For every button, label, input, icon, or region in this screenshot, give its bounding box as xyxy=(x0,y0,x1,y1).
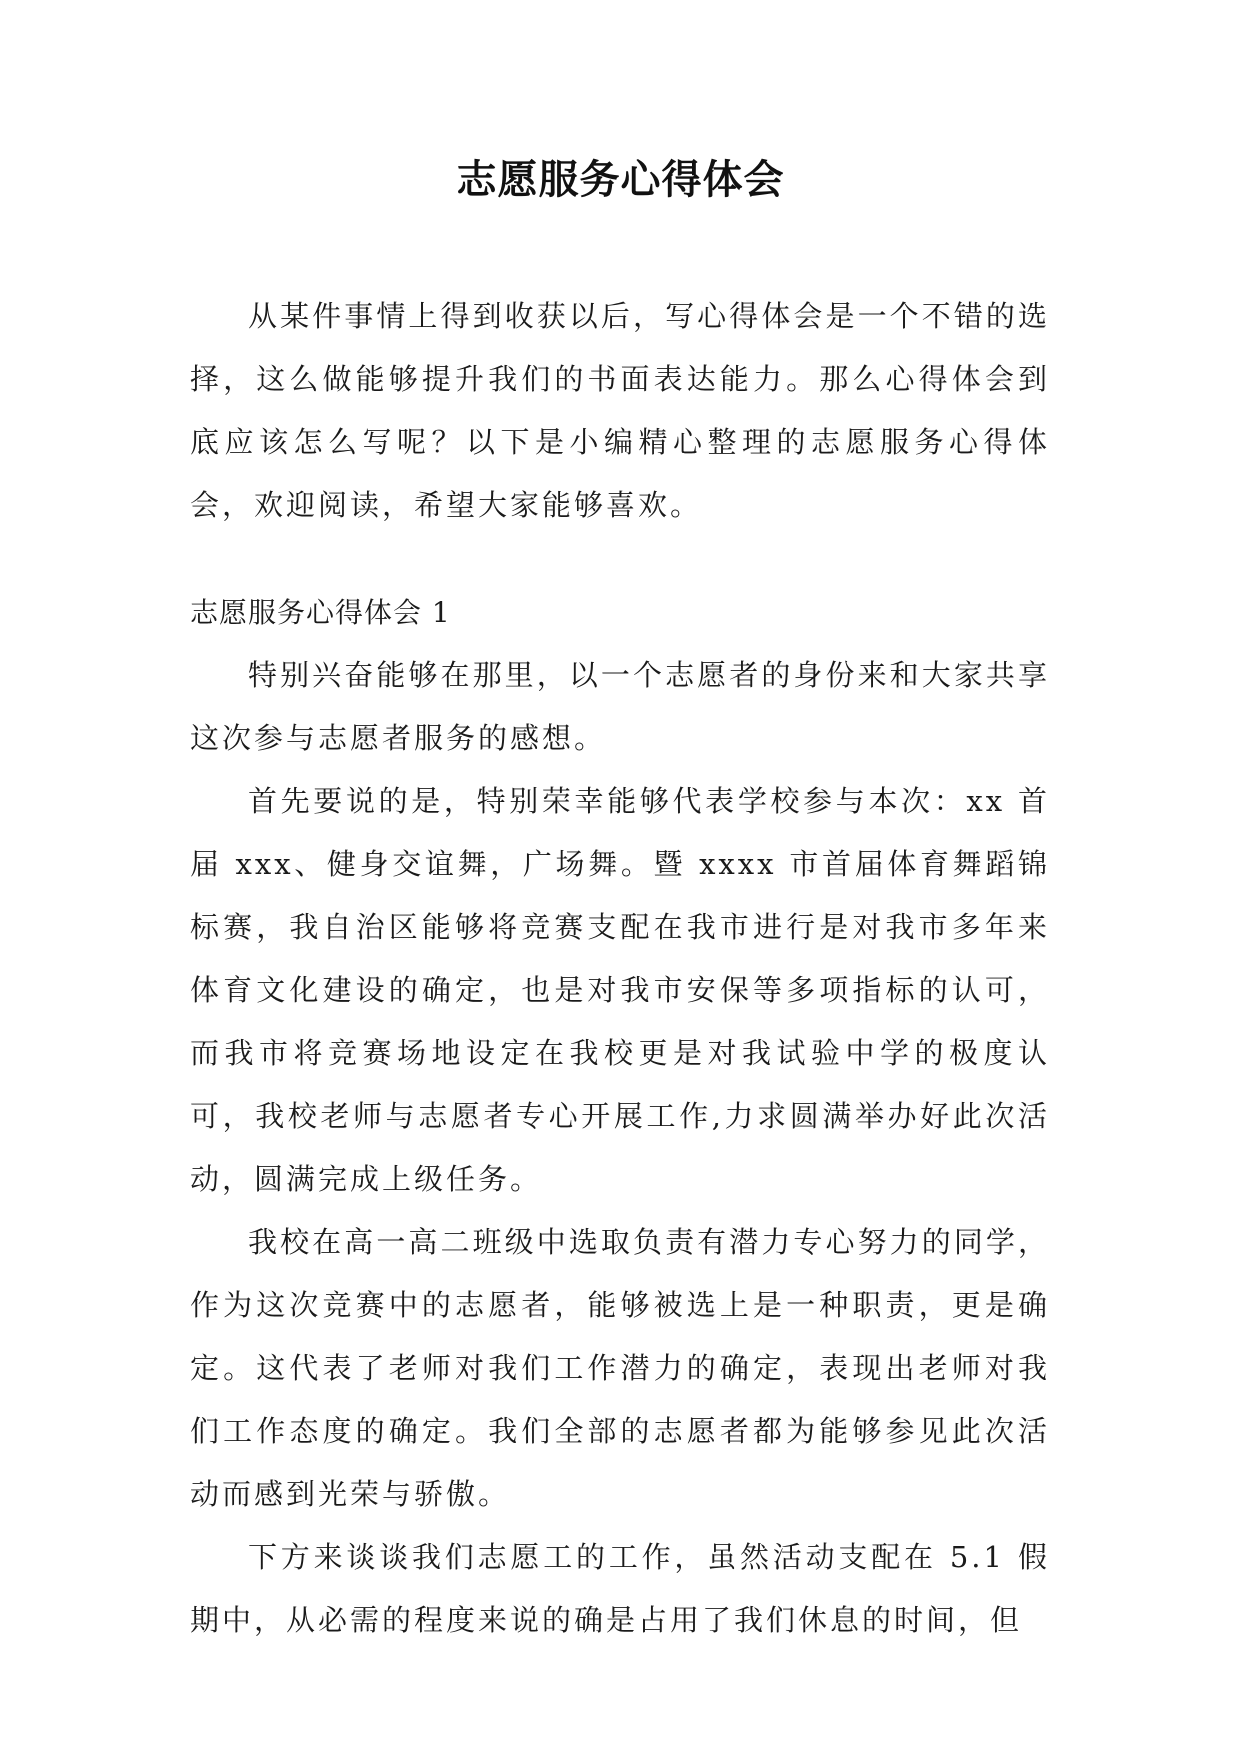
body-paragraph: 下方来谈谈我们志愿工的工作，虽然活动支配在 5.1 假期中，从必需的程度来说的确是占用了我们休息的时间，但 xyxy=(190,1540,1050,1637)
document-title: 志愿服务心得体会 xyxy=(456,157,785,203)
section-heading: 志愿服务心得体会 1 xyxy=(190,596,451,629)
document-body xyxy=(190,285,1050,1652)
body-paragraph: 我校在高一高二班级中选取负责有潜力专心努力的同学，作为这次竞赛中的志愿者，能够被选上是一种职责，更是确定。这代表了老师对我们工作潜力的确定，表现出老师对我们工作态度的确定。我们全部的志愿者都为能够参见此次活动而感到光荣与骄傲。 xyxy=(190,1225,1050,1511)
body-paragraph: 首先要说的是，特别荣幸能够代表学校参与本次：xx 首届 xxx、健身交谊舞，广场舞。暨 xxxx 市首届体育舞蹈锦标赛，我自治区能够将竞赛支配在我市进行是对我市多年来体育文化建设的确定，也是对我市安保等多项指标的认可，而我市将竞赛场地设定在我校更是对我试验中学的极度认可，我校老师与志愿者专心开展工作,力求圆满举办好此次活动，圆满完成上级任务。 xyxy=(190,784,1050,1196)
body-paragraph: 特别兴奋能够在那里，以一个志愿者的身份来和大家共享这次参与志愿者服务的感想。 xyxy=(190,658,1050,755)
intro-paragraph: 从某件事情上得到收获以后，写心得体会是一个不错的选择，这么做能够提升我们的书面表达能力。那么心得体会到底应该怎么写呢？以下是小编精心整理的志愿服务心得体会，欢迎阅读，希望大家能够喜欢。 xyxy=(190,299,1050,522)
